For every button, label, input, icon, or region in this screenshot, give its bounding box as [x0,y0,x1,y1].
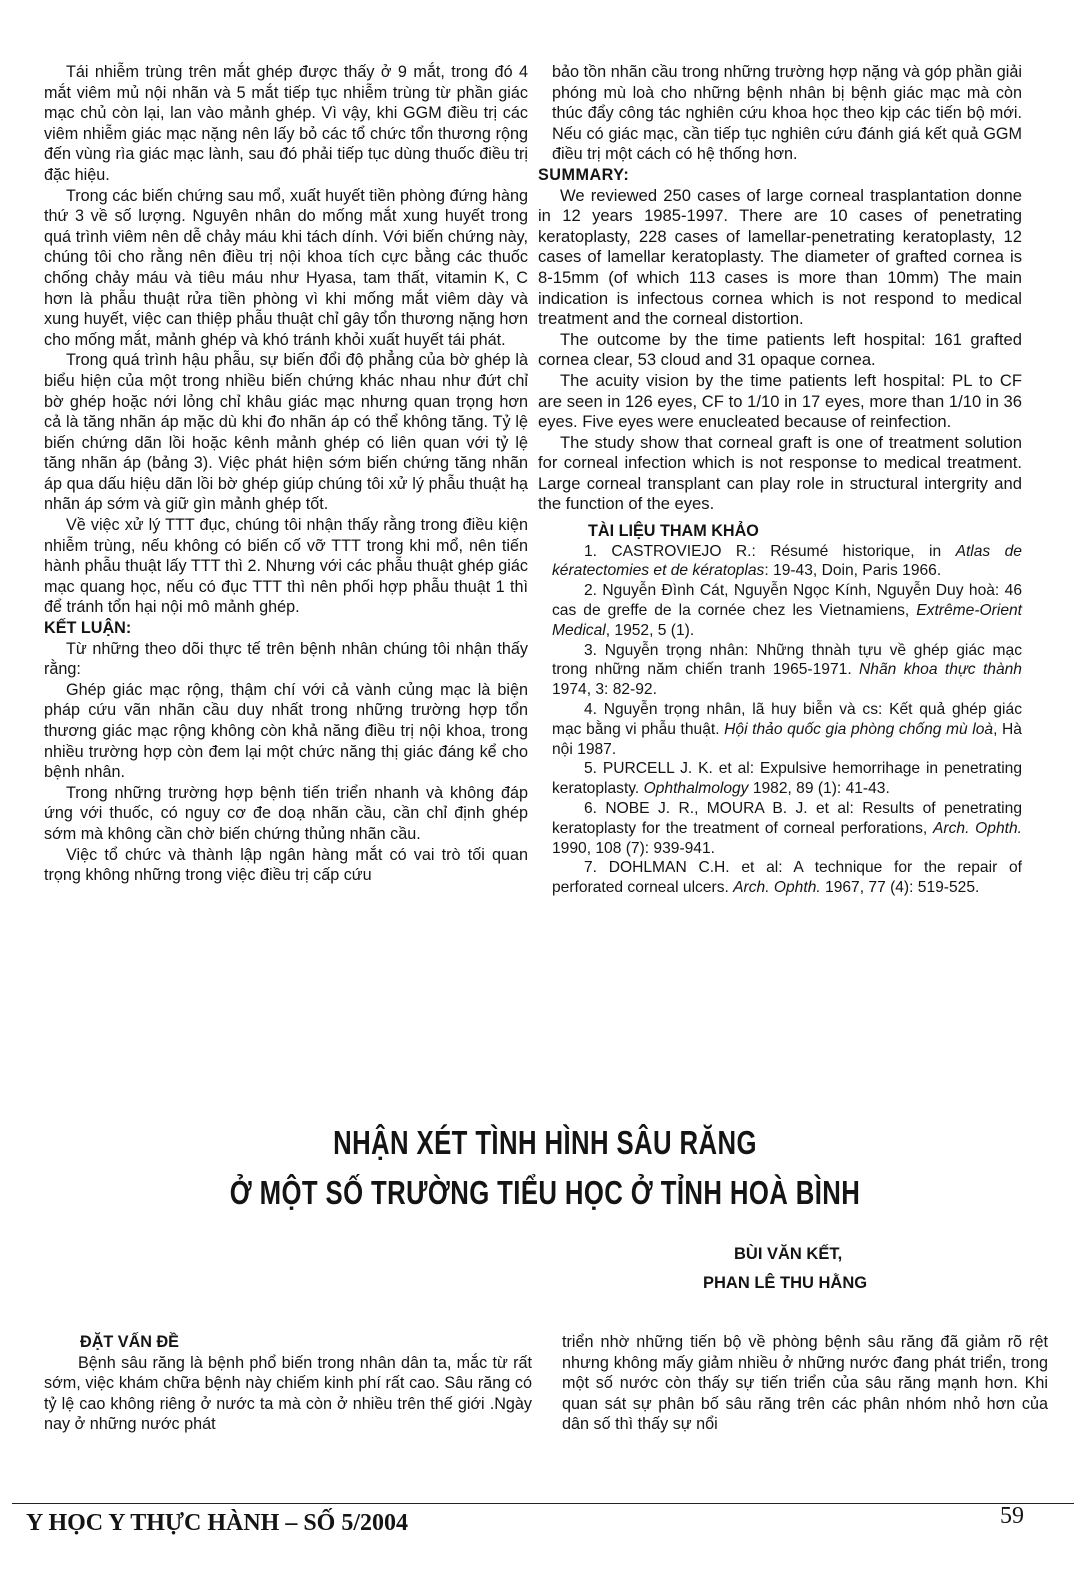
reference-source: Ophthalmology [643,780,749,798]
reference-list [538,542,1022,898]
reference-item [552,641,1022,700]
summary-paragraph: The acuity vision by the time patients left hospital: PL to CF are seen in 126 eyes, CF to 1/10 in 17 eyes, more than 1/10 in 36 eyes. Five eyes were enucleated because of reinfection. [538,370,1022,432]
reference-text: 6. NOBE J. R., MOURA B. J. et al: Results of penetrating keratoplasty for the treatment of corneal perforations, [552,800,1022,837]
reference-source: Arch. Ophth. [933,819,1022,837]
right-column [538,62,1022,898]
conclusion-paragraph: Từ những theo dõi thực tế trên bệnh nhân chúng tôi nhận thấy rằng: [44,639,528,679]
article-title-line-2: Ở MỘT SỐ TRƯỜNG TIỂU HỌC Ở TỈNH HOÀ BÌNH [229,1174,861,1211]
reference-details: : 19-43, Doin, Paris 1966. [764,562,942,580]
left-column [44,62,528,886]
reference-item [552,858,1022,898]
footer-rule [12,1503,1074,1504]
conclusion-heading: KẾT LUẬN: [44,619,132,638]
section-heading: ĐẶT VẤN ĐỀ [80,1333,179,1351]
author-2: PHAN LÊ THU HẰNG [703,1274,868,1292]
summary-heading: SUMMARY: [538,165,630,184]
author-1: BÙI VĂN KẾT, [734,1245,843,1263]
reference-source: Arch. Ophth. [733,879,821,897]
article-intro-paragraph: Bệnh sâu răng là bệnh phổ biến trong nhân dân ta, mắc từ rất sớm, việc khám chữa bệnh này chiếm kinh phí rất cao. Sâu răng có tỷ lệ cao không riêng ở nước ta mà còn ở nhiều trên thế giới .Ngày nay ở những nước phát [44,1353,532,1434]
reference-details: 1990, 108 (7): 939-941. [552,839,715,857]
paragraph-postop: Trong quá trình hậu phẫu, sự biến đổi độ phẳng của bờ ghép là biểu hiện của một trong nhiều biến chứng khác nhau như đứt chỉ bờ ghép hoặc nới lỏng chỉ khâu giác mạc nhưng quan trọng hơn cả là tăng nhãn áp mặc dù khi đo nhãn áp có thể không tăng. Tỷ lệ biến chứng dãn lồi hoặc kênh mảnh ghép có liên quan với tỷ lệ tăng nhãn áp (bảng 3). Việc phát hiện sớm biến chứng tăng nhãn áp qua dấu hiệu dãn lồi bờ ghép giúp chúng tôi xử lý phẫu thuật hạ nhãn áp sớm và giữ gìn mảnh ghép tốt. [44,351,528,514]
conclusion-paragraph: Ghép giác mạc rộng, thậm chí với cả vành củng mạc là biện pháp cứu vãn nhãn cầu duy nhất trong những trường hợp tổn thương giác mạc rộng không còn khả năng điều trị nội khoa, trong nhiều trường hợp còn đem lại một chức năng thị giác đáng kể cho bệnh nhân. [44,680,528,782]
reference-item [552,581,1022,640]
right-intro-paragraph: bảo tồn nhãn cầu trong những trường hợp nặng và góp phần giải phóng mù loà cho những bệnh nhân bị bệnh giác mạc mà còn thúc đẩy công tác nghiên cứu khoa học theo kịp các tiến bộ mới. Nếu có giác mạc, cần tiếp tục nghiên cứu đánh giá kết quả GGM điều trị một cách có hệ thống hơn. [552,63,1022,164]
reference-item [552,759,1022,799]
reference-text: 4. Nguyễn trọng nhân, lã huy biễn và cs: Kết quả ghép giác mạc bằng vi phẫu thuật. [552,701,1022,738]
reference-text: 1. CASTROVIEJO R.: Résumé historique, in [584,542,956,560]
reference-details: , Hà nội 1987. [552,720,1022,758]
article-intro-continued: triển nhờ những tiến bộ về phòng bệnh sâu răng đã giảm rõ rệt nhưng không mấy giảm nhiều ở những nước đang phát triển, trong một số nước còn thấy sự tiến triển của sâu răng mạnh hơn. Khi quan sát sự phân bố sâu răng trên các phân nhóm nhỏ hơn của dân số thì thấy sự nổi [562,1333,1048,1434]
references-heading: TÀI LIỆU THAM KHẢO [588,522,759,541]
summary-paragraph: The study show that corneal graft is one of treatment solution for corneal infection which is not response to medical treatment. Large corneal transplant can play role in structural intergrity and the function of the eyes. [538,432,1022,514]
paragraph-hemorrhage: Trong các biến chứng sau mổ, xuất huyết tiền phòng đứng hàng thứ 3 về số lượng. Nguyên nhân do mống mắt xung huyết trong quá trình viêm nên dễ chảy máu khi tách dính. Với biến chứng này, chúng tôi cho rằng nên điều trị nội khoa tích cực bằng các thuốc chống chảy máu và tiêu máu như Hyasa, tam thất, vitamin K, C hơn là phẫu thuật rửa tiền phòng vì khi mống mắt viêm dày và xung huyết, việc can thiệp phẫu thuật chỉ gây tổn thương nặng hơn cho mống mắt, mảnh ghép và khó tránh khỏi xuất huyết tái phát. [44,186,528,349]
paragraph-reinfection: Tái nhiễm trùng trên mắt ghép được thấy ở 9 mắt, trong đó 4 mắt viêm mủ nội nhãn và 5 mắt tiếp tục nhiễm trùng từ phần giác mạc chủ còn lại, lan vào mảnh ghép. Vì vậy, khi GGM điều trị các viêm nhiễm giác mạc nặng nên lấy bỏ các tổ chức tổn thương rộng đến vùng rìa giác mạc lành, sau đó phải tiếp tục dùng thuốc điều trị đặc hiệu. [44,63,528,184]
reference-item [552,799,1022,858]
reference-source: Hội thảo quốc gia phòng chống mù loà [724,720,994,738]
conclusion-paragraph: Trong những trường hợp bệnh tiến triển nhanh và không đáp ứng với thuốc, có nguy cơ đe doạ nhãn cầu, cần chỉ định ghép sớm mà không cần chờ biến chứng thủng nhãn cầu. [44,783,528,843]
reference-details: 1974, 3: 82-92. [552,681,657,699]
summary-paragraph: We reviewed 250 cases of large corneal trasplantation donne in 12 years 1985-1997. There are 10 cases of penetrating keratoplasty, 228 cases of lamellar-penetrating keratoplasty, 12 cases of lamellar keratoplasty. The diameter of grafted cornea is 8-15mm (of which 113 cases is more than 10mm) The main indication is infectous cornea which is not respond to medical treatment and the corneal distortion. [538,185,1022,329]
reference-source: Extrême-Orient Medical [552,602,1022,639]
reference-text: 7. DOHLMAN C.H. et al: A technique for the repair of perforated corneal ulcers. [552,859,1022,897]
reference-text: 5. PURCELL J. K. et al: Expulsive hemorrihage in penetrating keratoplasty. [552,760,1022,798]
summary-paragraph: The outcome by the time patients left hospital: 161 grafted cornea clear, 53 cloud and 31 opaque cornea. [538,329,1022,370]
reference-source: Atlas de kératectomies et de kératoplas [552,542,1022,580]
reference-text: 3. Nguyễn trọng nhân: Những thnàh tựu về ghép giác mạc trong những năm chiến tranh 1965-1971. [552,641,1022,679]
journal-title: Y HỌC Y THỰC HÀNH – SỐ 5/2004 [26,1510,409,1536]
reference-item [552,542,1022,582]
article-left-column [44,1332,532,1435]
article-title-line-1: NHẬN XÉT TÌNH HÌNH SÂU RĂNG [333,1124,757,1161]
reference-text: 2. Nguyễn Đình Cát, Nguyễn Ngọc Kính, Nguyễn Duy hoà: 46 cas de greffe de la cornée chez les Vietnamiens, [552,582,1022,620]
reference-details: , 1952, 5 (1). [605,621,695,639]
page-number: 59 [1000,1503,1024,1529]
reference-details: 1967, 77 (4): 519-525. [820,879,980,897]
paragraph-cataract: Về việc xử lý TTT đục, chúng tôi nhận thấy rằng trong điều kiện nhiễm trùng, nếu không có biến cố vỡ TTT trong khi mổ, nên tiến hành phẫu thuật lấy TTT thì 2. Nhưng với các phẫu thuật ghép giác mạc quang học, nếu có đục TTT thì nên phối hợp phẫu thuật 1 thì để tránh tổn hại nội mô mảnh ghép. [44,516,528,617]
conclusion-paragraph: Việc tổ chức và thành lập ngân hàng mắt có vai trò tối quan trọng không những trong việc điều trị cấp cứu [44,845,528,885]
reference-source: Nhãn khoa thực thành [859,661,1022,679]
reference-details: 1982, 89 (1): 41-43. [748,780,890,798]
reference-item [552,700,1022,759]
article-right-column [562,1332,1048,1435]
